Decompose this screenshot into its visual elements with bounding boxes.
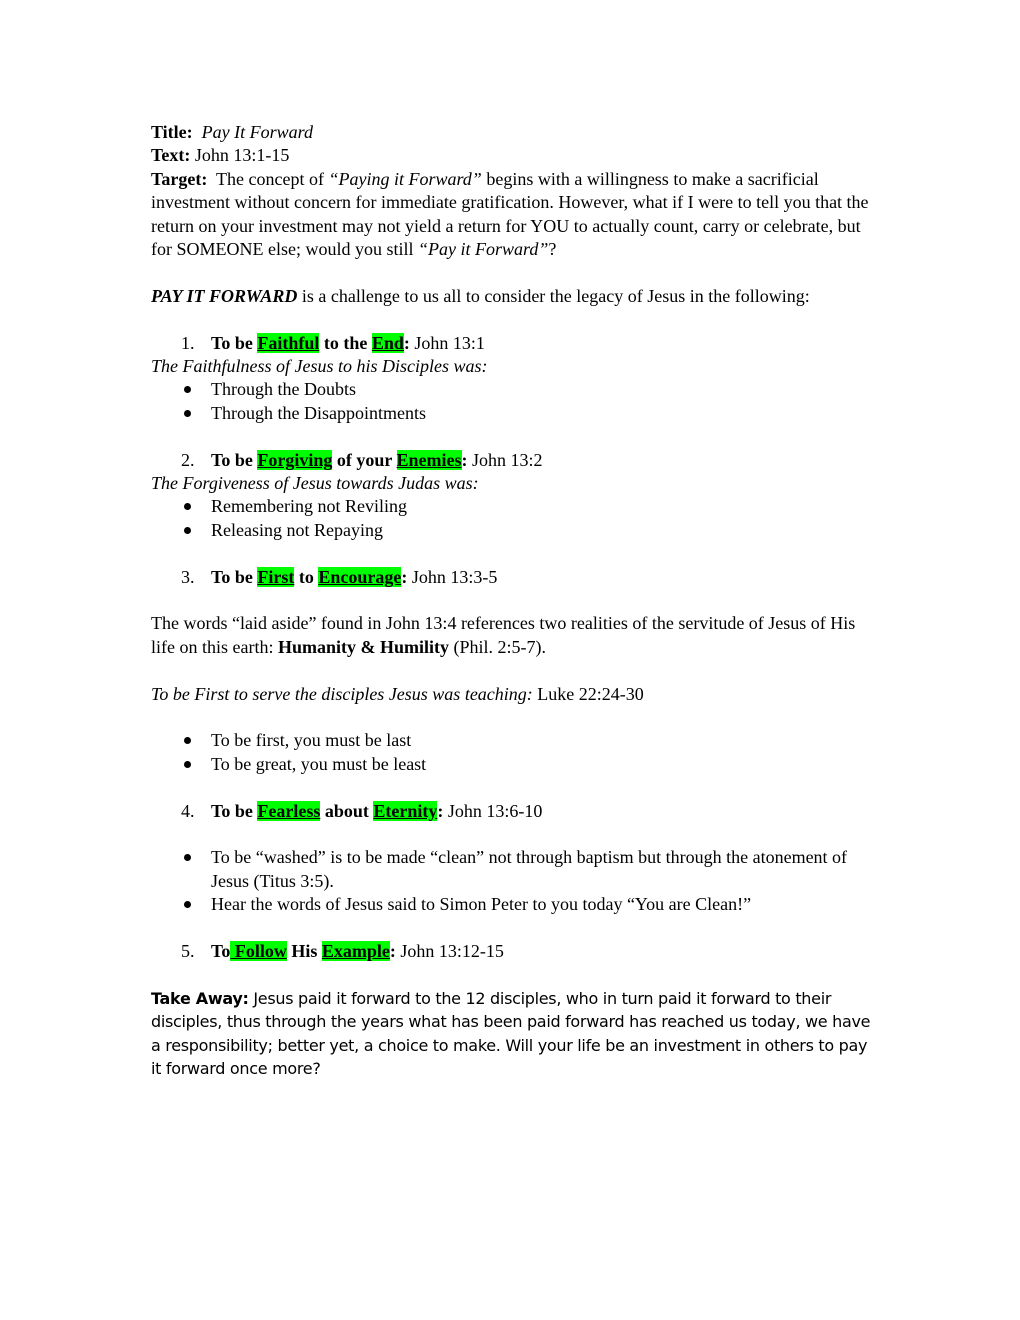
text-value: John 13:1-15 <box>194 145 290 166</box>
sermon-outline <box>151 121 871 1080</box>
list-item: Through the Disappointments <box>151 402 871 425</box>
point-1-subheading: The Faithfulness of Jesus to his Disciples was: <box>151 356 488 377</box>
point-text: to <box>294 566 319 587</box>
point-number: 4. <box>181 800 195 821</box>
point-text: To be <box>211 332 258 353</box>
point-text: about <box>320 800 374 821</box>
scripture-ref: John 13:6-10 <box>443 800 543 821</box>
target-paragraph <box>151 168 871 262</box>
point-2-heading <box>151 449 871 472</box>
highlight-word: Faithful <box>257 332 320 353</box>
point-text: His <box>286 941 322 962</box>
point-text: of your <box>332 449 397 470</box>
point-colon: : <box>401 566 408 587</box>
point-text: To be <box>211 566 258 587</box>
list-item: Remembering not Reviling <box>151 495 871 518</box>
highlight-word: Fearless <box>257 800 321 821</box>
takeaway-paragraph <box>151 987 871 1081</box>
point-colon: : <box>461 449 468 470</box>
target-text-1: The concept of <box>216 168 329 189</box>
list-item: To be “washed” is to be made “clean” not through baptism but through the atonement of Jesus (Titus 3:5). <box>151 846 871 893</box>
target-italic-2: “Pay it Forward” <box>418 239 549 260</box>
point-5-heading <box>151 940 871 963</box>
scripture-ref: John 13:12-15 <box>395 941 504 962</box>
serve-italic: To be First to serve the disciples Jesus was teaching: <box>151 683 533 704</box>
title-label: Title: <box>151 122 193 142</box>
point-text: to the <box>319 332 372 353</box>
text-label: Text: <box>151 145 191 166</box>
point-number: 5. <box>181 941 195 962</box>
highlight-word: Enemies <box>396 449 462 470</box>
intro-rest: is a challenge to us all to consider the legacy of Jesus in the following: <box>297 285 810 306</box>
serve-line <box>151 683 871 706</box>
laid-aside-paragraph <box>151 612 871 659</box>
scripture-ref: John 13:3-5 <box>407 566 498 587</box>
highlight-word: Forgiving <box>257 449 333 470</box>
point-colon: : <box>389 941 396 962</box>
point-text: To be <box>211 449 258 470</box>
scripture-ref: John 13:1 <box>409 332 485 353</box>
point-2-subheading: The Forgiveness of Jesus towards Judas was: <box>151 473 479 494</box>
point-colon: : <box>403 332 410 353</box>
intro-emphasis: PAY IT FORWARD <box>151 285 298 306</box>
point-1-bullets <box>151 378 871 425</box>
highlight-word: Example <box>321 941 390 962</box>
target-label: Target: <box>151 168 208 189</box>
title-value: Pay It Forward <box>201 122 313 142</box>
point-3-heading <box>151 566 871 589</box>
point-colon: : <box>437 800 444 821</box>
highlight-word: Encourage <box>318 566 402 587</box>
scripture-ref: Luke 22:24-30 <box>532 683 644 704</box>
highlight-word: Eternity <box>373 800 438 821</box>
point-3-bullets <box>151 729 871 776</box>
list-item: Through the Doubts <box>151 378 871 401</box>
paragraph-text: The words “laid aside” found in John 13:4 references two realities of the servitude of Jesus of His life on this earth: <box>151 613 856 657</box>
point-text: To be <box>211 800 258 821</box>
target-end: ? <box>548 239 557 260</box>
highlight-word: End <box>371 332 404 353</box>
point-1-heading <box>151 332 871 355</box>
text-line <box>151 144 871 167</box>
point-4-bullets <box>151 846 871 916</box>
point-number: 1. <box>181 332 195 353</box>
paragraph-bold: Humanity & Humility <box>277 636 449 657</box>
scripture-ref: John 13:2 <box>467 449 543 470</box>
intro-paragraph <box>151 285 871 308</box>
target-text-2: begins with a willingness to make a sacrificial investment without concern for immediate gratification. However, what if I were to tell you that the return on your investment may not yield a return for YOU to actually count, carry or celebrate, but for SOMEONE else; would you still <box>151 168 869 260</box>
highlight-word: Follow <box>230 941 287 962</box>
list-item: Hear the words of Jesus said to Simon Peter to you today “You are Clean!” <box>151 893 871 916</box>
highlight-word: First <box>257 566 295 587</box>
point-2-bullets <box>151 495 871 542</box>
takeaway-label: Take Away: <box>151 988 249 1008</box>
title-line <box>151 121 871 144</box>
list-item: To be first, you must be last <box>151 729 871 752</box>
paragraph-text: (Phil. 2:5-7). <box>448 636 546 657</box>
point-number: 2. <box>181 449 195 470</box>
point-text: To <box>211 941 231 962</box>
point-number: 3. <box>181 566 195 587</box>
list-item: Releasing not Repaying <box>151 519 871 542</box>
target-italic-1: “Paying it Forward” <box>328 168 482 189</box>
takeaway-text: Jesus paid it forward to the 12 disciples, who in turn paid it forward to their disciples, thus through the years what has been paid forward has reached us today, we have a responsibility; better yet, a choice to make. Will your life be an investment in others to pay it forward once more? <box>151 988 871 1079</box>
point-4-heading <box>151 800 871 823</box>
list-item: To be great, you must be least <box>151 753 871 776</box>
